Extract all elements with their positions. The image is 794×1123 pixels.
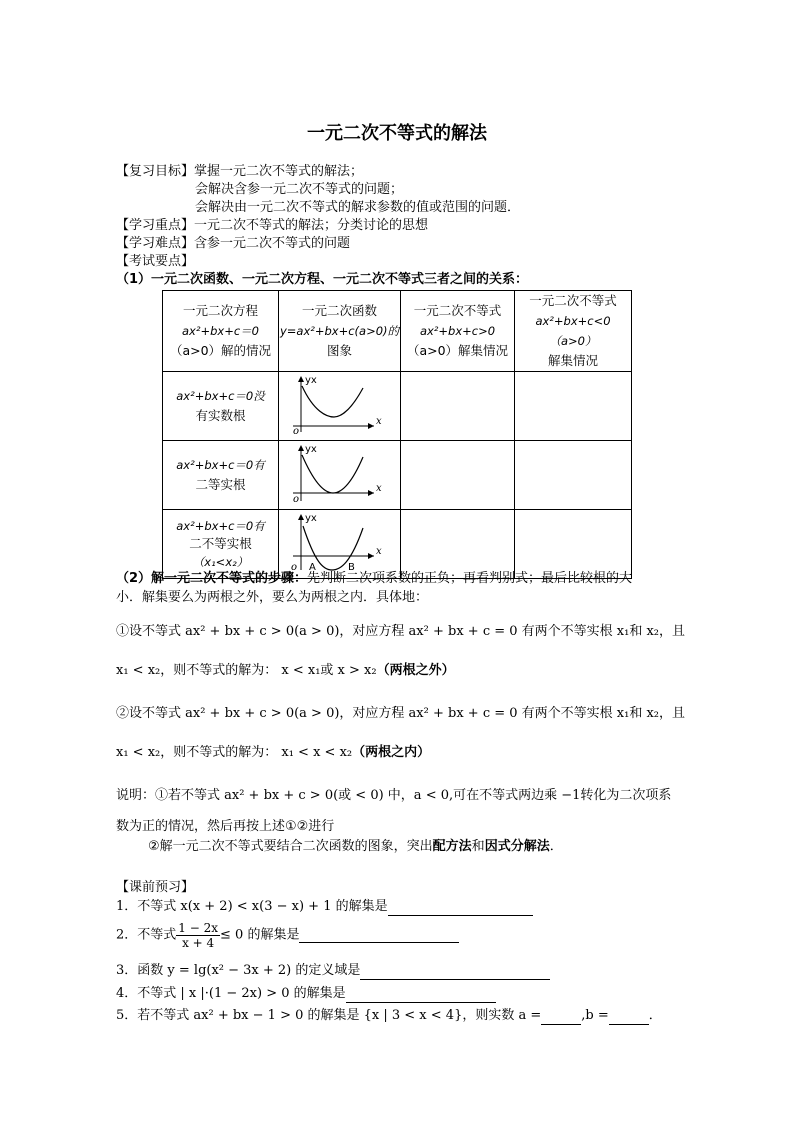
note-line-1: 说明：①若不等式 ax² + bx + c > 0(或 < 0) 中，a < 0,可在不等式两边乘 −1转化为二次项系 (116, 788, 672, 803)
question-2: 2．不等式 $\frac{1 - 2x}{x + 4}$ ≤ 0 的解集是 (116, 921, 459, 955)
header-cell-ineq-gt: 一元二次不等式 ax²+bx+c>0 （a>0）解集情况 (401, 291, 515, 372)
origin-label: o (293, 426, 300, 434)
review-goal-line-1 (116, 163, 363, 181)
goal-text-1: 掌握一元二次不等式的解法； (194, 164, 364, 179)
header-cell-function: 一元二次函数 y=ax²+bx+c(a>0)的 图象 (279, 291, 401, 372)
table-row (163, 510, 632, 579)
answer-blank-4[interactable] (346, 988, 496, 1003)
question-4: 4．不等式 | x |·(1 − 2x) > 0 的解集是 (116, 985, 496, 1003)
y-axis-label: yx (305, 513, 317, 524)
section2-heading: （2）解一元二次不等式的步骤： (116, 571, 308, 586)
method-factorization: 因式分解法 (484, 839, 550, 854)
question-3: 3．函数 y = lg(x² − 3x + 2) 的定义域是 (116, 962, 550, 980)
case2-formula: x₁ < x₂，则不等式的解为： x₁ < x < x₂ (116, 745, 353, 760)
page-title: 一元二次不等式的解法 (307, 123, 487, 144)
method-completing-square: 配方法 (432, 839, 472, 854)
goal-text-2: 会解决含参一元二次不等式的问题； (195, 182, 404, 197)
root-b-label: B (348, 562, 355, 572)
case2-line-a: ②设不等式 ax² + bx + c > 0(a > 0)，对应方程 ax² + bx + c = 0 有两个不等实根 x₁和 x₂，且 (116, 706, 686, 721)
goal-tag: 【复习目标】 (116, 164, 195, 179)
y-axis-label: yx (305, 444, 317, 455)
origin-label: o (291, 562, 298, 572)
question-1: 1．不等式 x(x + 2) < x(3 − x) + 1 的解集是 (116, 898, 533, 916)
solution-cell (401, 510, 515, 579)
focus-tag: 【学习重点】 (116, 218, 195, 233)
difficulty-text: 含参一元二次不等式的问题 (194, 236, 351, 251)
graph-cell-no-root (279, 372, 401, 441)
relation-table (162, 290, 632, 579)
x-axis-label: x (376, 483, 382, 494)
solution-cell (515, 441, 632, 510)
note-line-3: ②解一元二次不等式要结合二次函数的图象，突出配方法和因式分解法． (148, 839, 563, 854)
difficulty-tag: 【学习难点】 (116, 236, 195, 251)
parabola-graph-two-roots (279, 510, 400, 572)
case1-line-a: ①设不等式 ax² + bx + c > 0(a > 0)，对应方程 ax² + bx + c = 0 有两个不等实根 x₁和 x₂，且 (116, 624, 686, 639)
answer-blank-5a[interactable] (541, 1010, 581, 1025)
case2-tag: （两根之内） (352, 745, 431, 760)
goal-text-3: 会解决由一元二次不等式的解求参数的值或范围的问题． (195, 200, 521, 215)
parabola-graph-no-root (279, 372, 400, 434)
section2-text-2: 小．解集要么为两根之外，要么为两根之内．具体地： (116, 590, 429, 605)
case2-line-b (116, 744, 430, 762)
header-cell-ineq-lt: 一元二次不等式 ax²+bx+c<0（a>0） 解集情况 (515, 291, 632, 372)
x-axis-label: x (376, 416, 382, 427)
table-row (163, 372, 632, 441)
solution-cell (515, 510, 632, 579)
case1-formula: x₁ < x₂，则不等式的解为： x < x₁或 x > x₂ (116, 663, 377, 678)
graph-cell-two-roots (279, 510, 401, 579)
preview-tag: 【课前预习】 (116, 880, 195, 895)
answer-blank-2[interactable] (299, 928, 459, 943)
section2-line-1 (116, 570, 632, 588)
header-cell-equation: 一元二次方程 ax²+bx+c＝0 （a>0）解的情况 (163, 291, 279, 372)
origin-label: o (293, 494, 300, 503)
case-double-root: ax²+bx+c＝0有 二等实根 (163, 441, 279, 510)
fraction: $\frac{1 - 2x}{x + 4}$ (178, 921, 219, 950)
solution-cell (401, 372, 515, 441)
case1-tag: （两根之外） (376, 663, 455, 678)
answer-blank-1[interactable] (388, 901, 533, 916)
section2-text-1: 先判断二次项系数的正负；再看判别式；最后比较根的大 (307, 571, 633, 586)
answer-blank-5b[interactable] (609, 1010, 649, 1025)
graph-cell-double-root (279, 441, 401, 510)
question-5: 5．若不等式 ax² + bx − 1 > 0 的解集是 {x | 3 < x < 4}，则实数 a = ,b = ． (116, 1008, 662, 1023)
note-line-2: 数为正的情况，然后再按上述①②进行 (116, 819, 335, 834)
review-difficulty-line (116, 235, 350, 253)
x-axis-label: x (376, 546, 382, 557)
parabola-graph-double-root (279, 441, 400, 503)
solution-cell (515, 372, 632, 441)
case-two-roots: ax²+bx+c＝0有 二不等实根 （x₁<x₂） (163, 510, 279, 579)
root-a-label: A (309, 562, 316, 572)
y-axis-label: yx (305, 375, 317, 386)
focus-text: 一元二次不等式的解法；分类讨论的思想 (194, 218, 429, 233)
answer-blank-3[interactable] (360, 965, 550, 980)
solution-cell (401, 441, 515, 510)
points-tag: 【考试要点】 (116, 254, 195, 269)
case1-line-b (116, 662, 455, 680)
table-row (163, 441, 632, 510)
review-focus-line (116, 217, 428, 235)
case-no-root: ax²+bx+c＝0没 有实数根 (163, 372, 279, 441)
section1-heading: （1）一元二次函数、一元二次方程、一元二次不等式三者之间的关系： (116, 272, 529, 287)
table-header-row (163, 291, 632, 372)
